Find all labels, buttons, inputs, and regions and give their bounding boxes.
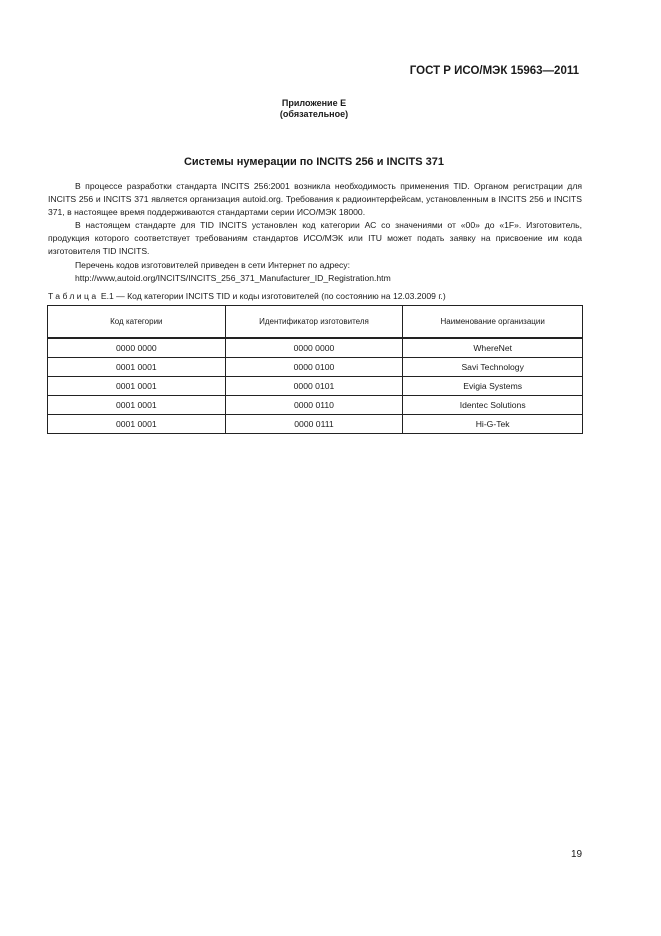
category-code-cell: 0001 0001 (48, 377, 226, 396)
manufacturer-id-cell: 0000 0101 (225, 377, 403, 396)
table-row (48, 338, 583, 358)
table-row (48, 415, 583, 434)
manufacturer-codes-table (47, 305, 583, 434)
paragraph: В настоящем стандарте для TID INCITS установлен код категории АС со значениями от «00» до «1F». Изготовитель, продукция которого соответствует требованиям стандартов ИСО/МЭК или ITU может подать заявку на присвоение им кода изготовителя TID INCITS. (48, 220, 582, 257)
section-title: Системы нумерации по INCITS 256 и INCITS 371 (183, 156, 445, 168)
category-code-cell: 0000 0000 (48, 338, 226, 358)
manufacturer-id-cell: 0000 0111 (225, 415, 403, 434)
page-number: 19 (571, 849, 583, 860)
category-code-cell: 0001 0001 (48, 396, 226, 415)
registration-url: http://www,autoid.org/INCITS/INCITS_256_371_Manufacturer_ID_Registration.htm (75, 272, 391, 283)
organization-cell: Savi Technology (403, 358, 583, 377)
organization-cell: WhereNet (403, 338, 583, 358)
table-caption-text: Е.1 — Код категории INCITS TID и коды изготовителей (по состоянию на 12.03.2009 г.) (100, 291, 446, 301)
category-code-cell: 0001 0001 (48, 415, 226, 434)
table-row (48, 377, 583, 396)
paragraph: В процессе разработки стандарта INCITS 256:2001 возникла необходимость применения TID. Органом регистрации для INCITS 256 и INCITS 371 является организация autoid.org. Требования к радиоинтерфейсам, установленным в INCITS 256 и INCITS 371, в настоящее время поддерживаются стандартами серии ИСО/МЭК 18000. (48, 181, 582, 218)
paragraph: Перечень кодов изготовителей приведен в сети Интернет по адресу: (75, 259, 350, 270)
manufacturer-id-cell: 0000 0000 (225, 338, 403, 358)
manufacturer-id-cell: 0000 0100 (225, 358, 403, 377)
column-header-category-code: Код категории (48, 306, 226, 339)
table-row (48, 358, 583, 377)
annex-status: (обязательное) (279, 109, 349, 119)
manufacturer-id-cell: 0000 0110 (225, 396, 403, 415)
body-text (48, 180, 582, 285)
table-row (48, 396, 583, 415)
table-header-row (48, 306, 583, 339)
table-caption (48, 291, 588, 301)
annex-title: Приложение Е (281, 98, 347, 108)
organization-cell: Identec Solutions (403, 396, 583, 415)
organization-cell: Evigia Systems (403, 377, 583, 396)
column-header-manufacturer-id: Идентификатор изготовителя (225, 306, 403, 339)
category-code-cell: 0001 0001 (48, 358, 226, 377)
organization-cell: Hi-G-Tek (403, 415, 583, 434)
column-header-organization: Наименование организации (403, 306, 583, 339)
table-caption-label: Таблица (48, 291, 99, 301)
document-header: ГОСТ Р ИСО/МЭК 15963—2011 (409, 65, 579, 77)
